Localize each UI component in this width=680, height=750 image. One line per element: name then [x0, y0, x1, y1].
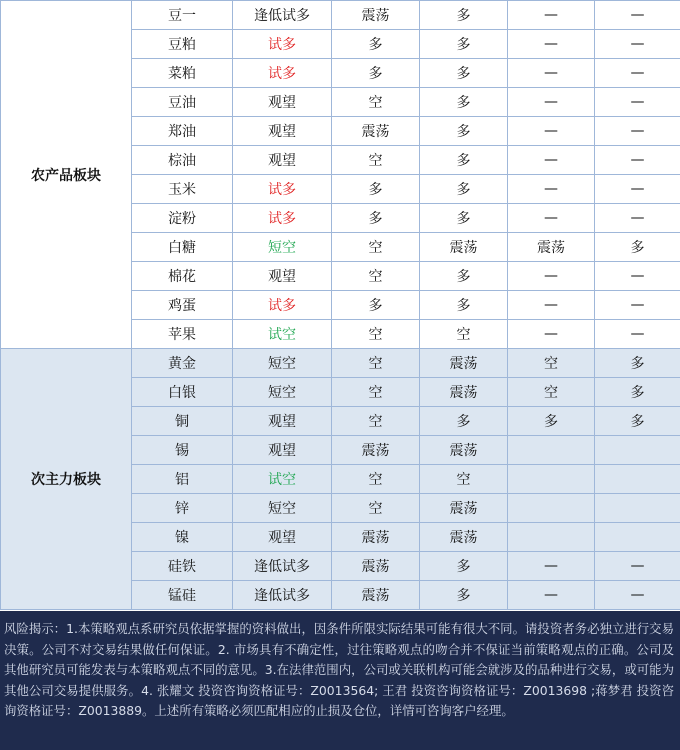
- view-cell-2: 震荡: [420, 233, 508, 262]
- view-cell-4: —: [595, 552, 680, 581]
- view-cell-4: 多: [595, 378, 680, 407]
- product-cell: 棕油: [132, 146, 233, 175]
- view-cell-2: 空: [420, 465, 508, 494]
- view-cell-2: 多: [420, 204, 508, 233]
- view-cell-1: 多: [332, 59, 420, 88]
- view-cell-3: 空: [508, 378, 595, 407]
- view-cell-4: —: [595, 59, 680, 88]
- view-cell-4: 多: [595, 407, 680, 436]
- product-cell: 玉米: [132, 175, 233, 204]
- view-cell-1: 空: [332, 378, 420, 407]
- product-cell: 镍: [132, 523, 233, 552]
- product-cell: 棉花: [132, 262, 233, 291]
- view-cell-1: 空: [332, 320, 420, 349]
- strategy-cell: 逢低试多: [233, 552, 332, 581]
- risk-disclosure: [0, 611, 680, 750]
- product-cell: 淀粉: [132, 204, 233, 233]
- view-cell-4: [595, 436, 680, 465]
- strategy-cell: 试多: [233, 59, 332, 88]
- view-cell-1: 震荡: [332, 117, 420, 146]
- view-cell-3: 震荡: [508, 233, 595, 262]
- view-cell-3: —: [508, 88, 595, 117]
- view-cell-4: —: [595, 175, 680, 204]
- view-cell-2: 多: [420, 552, 508, 581]
- strategy-cell: 短空: [233, 494, 332, 523]
- view-cell-3: —: [508, 262, 595, 291]
- product-cell: 苹果: [132, 320, 233, 349]
- view-cell-1: 震荡: [332, 1, 420, 30]
- product-cell: 铝: [132, 465, 233, 494]
- risk-disclosure-text: 风险揭示：1.本策略观点系研究员依据掌握的资料做出，因条件所限实际结果可能有很大不同。请投资者务必独立进行交易决策。公司不对交易结果做任何保证。2. 市场具有不确定性，过往策略观点的吻合并不保证当前策略观点的正确。公司及其他研究员可能发表与本策略观点不同的意见。3.在法律范围内，公司或关联机构可能会就涉及的品种进行交易，或可能为其他公司交易提供服务。4. 张耀文 投资咨询资格证号：Z0013564; 王君 投资咨询资格证号：Z0013698 ;蒋梦君 投资咨询资格证号：Z0013889。上述所有策略必须匹配相应的止损及仓位，详情可咨询客户经理。: [4, 621, 674, 719]
- view-cell-1: 空: [332, 465, 420, 494]
- view-cell-1: 空: [332, 494, 420, 523]
- view-cell-1: 多: [332, 30, 420, 59]
- view-cell-1: 空: [332, 88, 420, 117]
- view-cell-4: —: [595, 204, 680, 233]
- strategy-cell: 试多: [233, 30, 332, 59]
- view-cell-2: 多: [420, 291, 508, 320]
- view-cell-2: 多: [420, 581, 508, 610]
- product-cell: 锡: [132, 436, 233, 465]
- product-cell: 锰硅: [132, 581, 233, 610]
- view-cell-2: 多: [420, 146, 508, 175]
- view-cell-4: —: [595, 30, 680, 59]
- view-cell-1: 空: [332, 407, 420, 436]
- strategy-cell: 观望: [233, 407, 332, 436]
- product-cell: 豆粕: [132, 30, 233, 59]
- view-cell-4: —: [595, 320, 680, 349]
- view-cell-2: 多: [420, 1, 508, 30]
- view-cell-2: 震荡: [420, 436, 508, 465]
- view-cell-1: 空: [332, 349, 420, 378]
- view-cell-3: —: [508, 117, 595, 146]
- view-cell-4: —: [595, 262, 680, 291]
- strategy-cell: 观望: [233, 88, 332, 117]
- view-cell-4: —: [595, 1, 680, 30]
- view-cell-4: —: [595, 581, 680, 610]
- sector-name: 次主力板块: [1, 349, 132, 610]
- strategy-cell: 观望: [233, 436, 332, 465]
- view-cell-4: [595, 465, 680, 494]
- view-cell-3: —: [508, 204, 595, 233]
- strategy-cell: 短空: [233, 349, 332, 378]
- product-cell: 黄金: [132, 349, 233, 378]
- view-cell-1: 震荡: [332, 581, 420, 610]
- view-cell-2: 震荡: [420, 523, 508, 552]
- view-cell-1: 震荡: [332, 436, 420, 465]
- view-cell-3: —: [508, 1, 595, 30]
- table-row: [1, 1, 680, 30]
- view-cell-1: 震荡: [332, 552, 420, 581]
- view-cell-3: [508, 523, 595, 552]
- strategy-cell: 试空: [233, 465, 332, 494]
- view-cell-4: [595, 523, 680, 552]
- product-cell: 鸡蛋: [132, 291, 233, 320]
- product-cell: 白银: [132, 378, 233, 407]
- view-cell-1: 震荡: [332, 523, 420, 552]
- strategy-cell: 逢低试多: [233, 1, 332, 30]
- product-cell: 菜粕: [132, 59, 233, 88]
- strategy-cell: 试多: [233, 204, 332, 233]
- view-cell-3: 空: [508, 349, 595, 378]
- view-cell-4: —: [595, 117, 680, 146]
- view-cell-1: 多: [332, 175, 420, 204]
- product-cell: 白糖: [132, 233, 233, 262]
- view-cell-4: —: [595, 291, 680, 320]
- view-cell-2: 多: [420, 59, 508, 88]
- view-cell-4: 多: [595, 349, 680, 378]
- view-cell-3: [508, 465, 595, 494]
- view-cell-1: 空: [332, 146, 420, 175]
- product-cell: 铜: [132, 407, 233, 436]
- sector-name: 农产品板块: [1, 1, 132, 349]
- strategy-cell: 观望: [233, 117, 332, 146]
- strategy-cell: 短空: [233, 233, 332, 262]
- strategy-cell: 观望: [233, 146, 332, 175]
- view-cell-3: —: [508, 175, 595, 204]
- view-cell-2: 多: [420, 88, 508, 117]
- view-cell-2: 震荡: [420, 494, 508, 523]
- strategy-cell: 观望: [233, 262, 332, 291]
- table-row: [1, 349, 680, 378]
- view-cell-3: 多: [508, 407, 595, 436]
- view-cell-2: 多: [420, 407, 508, 436]
- view-cell-1: 多: [332, 204, 420, 233]
- view-cell-4: [595, 494, 680, 523]
- view-cell-2: 多: [420, 30, 508, 59]
- strategy-table-body: [1, 1, 680, 610]
- view-cell-1: 多: [332, 291, 420, 320]
- product-cell: 豆油: [132, 88, 233, 117]
- product-cell: 硅铁: [132, 552, 233, 581]
- view-cell-3: —: [508, 581, 595, 610]
- view-cell-4: —: [595, 146, 680, 175]
- strategy-cell: 试多: [233, 175, 332, 204]
- strategy-cell: 试多: [233, 291, 332, 320]
- strategy-cell: 短空: [233, 378, 332, 407]
- product-cell: 郑油: [132, 117, 233, 146]
- view-cell-2: 震荡: [420, 349, 508, 378]
- view-cell-3: —: [508, 30, 595, 59]
- strategy-cell: 观望: [233, 523, 332, 552]
- view-cell-3: [508, 494, 595, 523]
- view-cell-3: —: [508, 59, 595, 88]
- view-cell-4: —: [595, 88, 680, 117]
- view-cell-3: [508, 436, 595, 465]
- product-cell: 锌: [132, 494, 233, 523]
- view-cell-3: —: [508, 320, 595, 349]
- view-cell-4: 多: [595, 233, 680, 262]
- strategy-cell: 逢低试多: [233, 581, 332, 610]
- view-cell-2: 多: [420, 175, 508, 204]
- view-cell-2: 多: [420, 117, 508, 146]
- view-cell-3: —: [508, 291, 595, 320]
- view-cell-1: 空: [332, 262, 420, 291]
- view-cell-3: —: [508, 552, 595, 581]
- view-cell-3: —: [508, 146, 595, 175]
- product-cell: 豆一: [132, 1, 233, 30]
- view-cell-2: 空: [420, 320, 508, 349]
- view-cell-2: 震荡: [420, 378, 508, 407]
- view-cell-1: 空: [332, 233, 420, 262]
- strategy-cell: 试空: [233, 320, 332, 349]
- view-cell-2: 多: [420, 262, 508, 291]
